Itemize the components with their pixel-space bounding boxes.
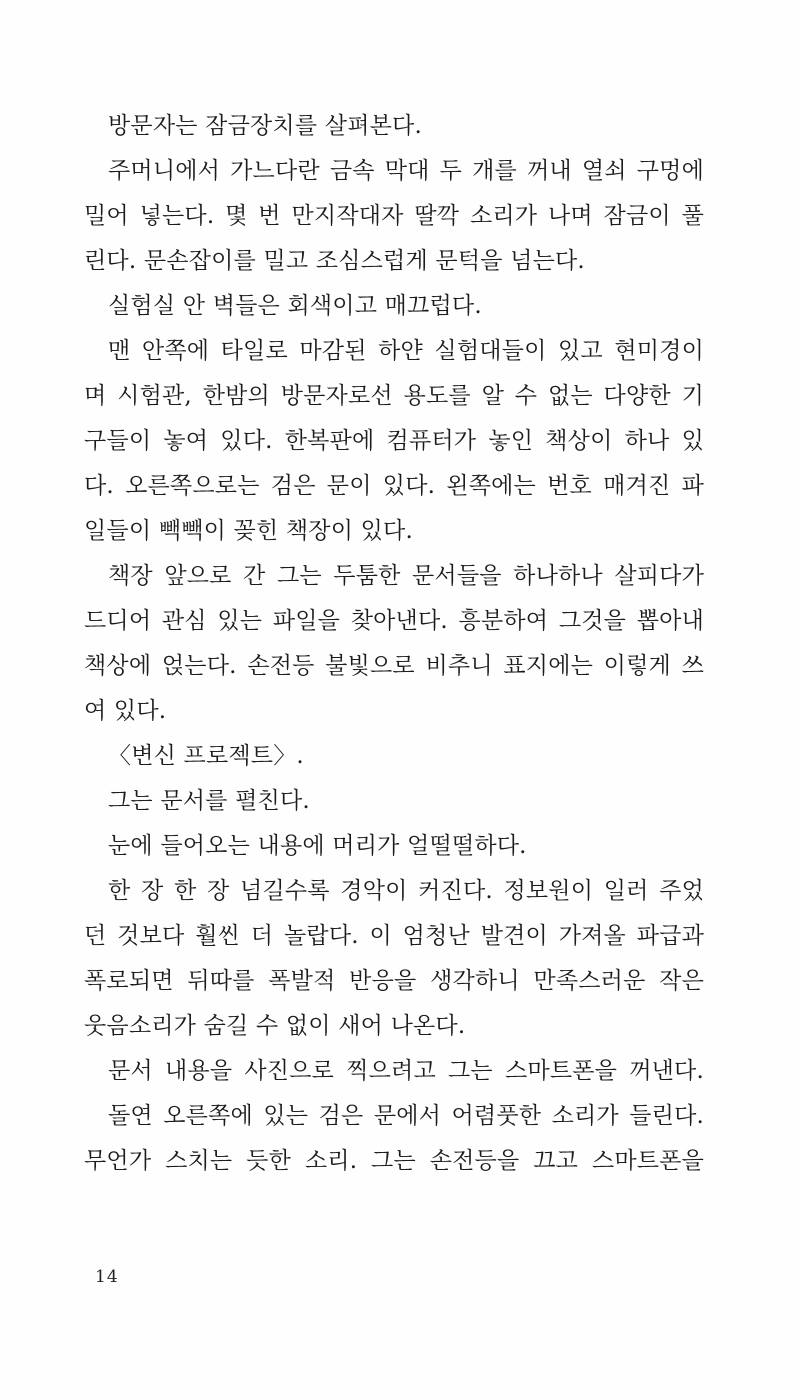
text-line: 책장 앞으로 간 그는 두툼한 문서들을 하나하나 살피다가 xyxy=(108,563,704,589)
text-line: 문서 내용을 사진으로 찍으려고 그는 스마트폰을 꺼낸다. xyxy=(108,1058,704,1084)
body-text xyxy=(84,104,704,1184)
text-line: 무언가 스치는 듯한 소리. 그는 손전등을 끄고 스마트폰을 xyxy=(84,1148,704,1174)
text-line: 던 것보다 훨씬 더 놀랍다. 이 엄청난 발견이 가져올 파급과 xyxy=(84,923,704,949)
text-line: 다. 오른쪽으로는 검은 문이 있다. 왼쪽에는 번호 매겨진 파 xyxy=(84,473,704,499)
text-line: 돌연 오른쪽에 있는 검은 문에서 어렴풋한 소리가 들린다. xyxy=(108,1103,704,1129)
text-line: 린다. 문손잡이를 밀고 조심스럽게 문턱을 넘는다. xyxy=(84,248,585,274)
text-line: 밀어 넣는다. 몇 번 만지작대자 딸깍 소리가 나며 잠금이 풀 xyxy=(84,203,704,229)
text-line: 웃음소리가 숨길 수 없이 새어 나온다. xyxy=(84,1013,466,1039)
text-line: 책상에 얹는다. 손전등 불빛으로 비추니 표지에는 이렇게 쓰 xyxy=(84,653,704,679)
text-line: 방문자는 잠금장치를 살펴본다. xyxy=(108,113,422,139)
text-line: 눈에 들어오는 내용에 머리가 얼떨떨하다. xyxy=(108,833,527,859)
page-number: 14 xyxy=(95,1267,119,1287)
text-line: 한 장 한 장 넘길수록 경악이 커진다. 정보원이 일러 주었 xyxy=(108,878,704,904)
text-line: 실험실 안 벽들은 회색이고 매끄럽다. xyxy=(108,293,482,319)
text-line: 맨 안쪽에 타일로 마감된 하얀 실험대들이 있고 현미경이 xyxy=(108,338,704,364)
text-line: 주머니에서 가느다란 금속 막대 두 개를 꺼내 열쇠 구멍에 xyxy=(108,158,704,184)
text-line: 드디어 관심 있는 파일을 찾아낸다. 흥분하여 그것을 뽑아내 xyxy=(84,608,704,634)
text-line: 〈변신 프로젝트〉. xyxy=(108,743,304,769)
text-line: 일들이 빽빽이 꽂힌 책장이 있다. xyxy=(84,518,413,544)
text-line: 그는 문서를 펼친다. xyxy=(108,788,310,814)
text-line: 여 있다. xyxy=(84,698,167,724)
text-line: 폭로되면 뒤따를 폭발적 반응을 생각하니 만족스러운 작은 xyxy=(84,968,704,994)
text-line: 구들이 놓여 있다. 한복판에 컴퓨터가 놓인 책상이 하나 있 xyxy=(84,428,704,454)
text-line: 며 시험관, 한밤의 방문자로선 용도를 알 수 없는 다양한 기 xyxy=(84,383,704,409)
